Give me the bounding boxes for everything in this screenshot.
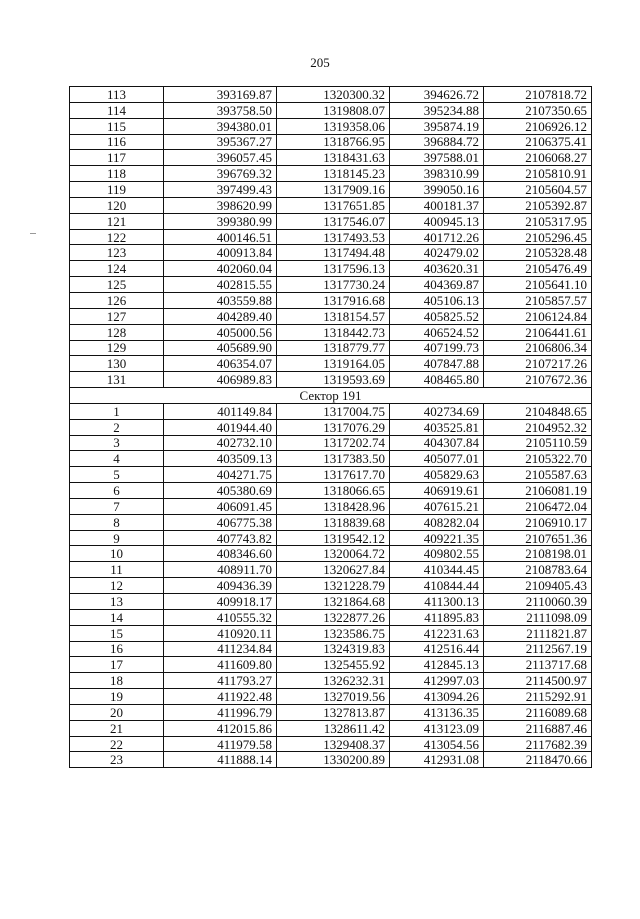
coordinate-cell: 409436.39: [164, 578, 277, 594]
point-number-cell: 129: [70, 340, 164, 356]
coordinate-cell: 396057.45: [164, 150, 277, 166]
point-number-cell: 19: [70, 689, 164, 705]
coordinate-cell: 2110060.39: [484, 594, 592, 610]
table-row: [70, 102, 592, 118]
coordinate-cell: 2106068.27: [484, 150, 592, 166]
table-row: [70, 609, 592, 625]
point-number-cell: 22: [70, 736, 164, 752]
point-number-cell: 124: [70, 261, 164, 277]
table-row: [70, 704, 592, 720]
table-row: [70, 483, 592, 499]
coordinate-cell: 405829.63: [390, 467, 484, 483]
coordinate-cell: 2106806.34: [484, 340, 592, 356]
coordinate-cell: 402732.10: [164, 435, 277, 451]
point-number-cell: 11: [70, 562, 164, 578]
coordinate-cell: 394626.72: [390, 87, 484, 103]
table-body-upper: [70, 87, 592, 388]
point-number-cell: 21: [70, 720, 164, 736]
coordinate-cell: 413123.09: [390, 720, 484, 736]
coordinate-cell: 2113717.68: [484, 657, 592, 673]
coordinate-cell: 2118470.66: [484, 752, 592, 768]
table-row: [70, 435, 592, 451]
coordinate-cell: 2105810.91: [484, 166, 592, 182]
section-header: [70, 388, 592, 404]
coordinate-cell: 2106375.41: [484, 134, 592, 150]
table-row: [70, 308, 592, 324]
coordinate-cell: 405380.69: [164, 483, 277, 499]
coordinate-cell: 1318154.57: [277, 308, 390, 324]
coordinate-cell: 1323586.75: [277, 625, 390, 641]
coordinate-cell: 411888.14: [164, 752, 277, 768]
coordinate-cell: 412845.13: [390, 657, 484, 673]
coordinate-cell: 1317617.70: [277, 467, 390, 483]
coordinate-cell: 403559.88: [164, 292, 277, 308]
point-number-cell: 3: [70, 435, 164, 451]
coordinate-cell: 1327019.56: [277, 689, 390, 705]
table-row: [70, 625, 592, 641]
point-number-cell: 131: [70, 372, 164, 388]
table-row: [70, 261, 592, 277]
point-number-cell: 123: [70, 245, 164, 261]
coordinate-cell: 412516.44: [390, 641, 484, 657]
coordinate-cell: 1317493.53: [277, 229, 390, 245]
coordinate-cell: 2111821.87: [484, 625, 592, 641]
coordinate-cell: 1317004.75: [277, 403, 390, 419]
point-number-cell: 16: [70, 641, 164, 657]
coordinate-cell: 404307.84: [390, 435, 484, 451]
point-number-cell: 125: [70, 277, 164, 293]
table-row: [70, 166, 592, 182]
table-row: [70, 324, 592, 340]
point-number-cell: 115: [70, 118, 164, 134]
coordinate-cell: 400146.51: [164, 229, 277, 245]
coordinate-cell: 1321228.79: [277, 578, 390, 594]
coordinate-cell: 1318779.77: [277, 340, 390, 356]
coordinate-cell: 411922.48: [164, 689, 277, 705]
coordinate-cell: 1319164.05: [277, 356, 390, 372]
coordinate-cell: 408282.04: [390, 514, 484, 530]
coordinate-cell: 2106472.04: [484, 498, 592, 514]
table-row: [70, 403, 592, 419]
coordinate-cell: 1319808.07: [277, 102, 390, 118]
point-number-cell: 122: [70, 229, 164, 245]
point-number-cell: 18: [70, 673, 164, 689]
coordinate-cell: 395234.88: [390, 102, 484, 118]
table-row: [70, 451, 592, 467]
coordinate-cell: 2109405.43: [484, 578, 592, 594]
coordinate-cell: 395874.19: [390, 118, 484, 134]
coordinate-cell: 1320064.72: [277, 546, 390, 562]
table-row: [70, 356, 592, 372]
point-number-cell: 118: [70, 166, 164, 182]
point-number-cell: 12: [70, 578, 164, 594]
table-row: [70, 594, 592, 610]
coordinate-cell: 1320627.84: [277, 562, 390, 578]
page-number: 205: [310, 55, 330, 70]
coordinate-cell: 397588.01: [390, 150, 484, 166]
coordinate-cell: 398310.99: [390, 166, 484, 182]
coordinate-cell: 1321864.68: [277, 594, 390, 610]
coordinate-cell: 1330200.89: [277, 752, 390, 768]
point-number-cell: 9: [70, 530, 164, 546]
coordinate-cell: 398620.99: [164, 197, 277, 213]
coordinate-cell: 1318839.68: [277, 514, 390, 530]
coordinate-cell: 400945.13: [390, 213, 484, 229]
coordinate-cell: 400181.37: [390, 197, 484, 213]
coordinate-cell: 1319542.12: [277, 530, 390, 546]
table-row: [70, 277, 592, 293]
coordinate-cell: 396884.72: [390, 134, 484, 150]
point-number-cell: 6: [70, 483, 164, 499]
coordinate-cell: 1320300.32: [277, 87, 390, 103]
coordinate-cell: 411979.58: [164, 736, 277, 752]
coordinate-cell: 410555.32: [164, 609, 277, 625]
table-row: [70, 245, 592, 261]
coordinate-cell: 410344.45: [390, 562, 484, 578]
table-row: [70, 150, 592, 166]
coordinate-cell: 2106441.61: [484, 324, 592, 340]
table-row: [70, 720, 592, 736]
coordinate-cell: 401712.26: [390, 229, 484, 245]
point-number-cell: 128: [70, 324, 164, 340]
point-number-cell: 119: [70, 182, 164, 198]
coordinate-cell: 2107818.72: [484, 87, 592, 103]
coordinate-cell: 411793.27: [164, 673, 277, 689]
coordinate-cell: 411234.84: [164, 641, 277, 657]
table-row: [70, 467, 592, 483]
coordinate-cell: 1322877.26: [277, 609, 390, 625]
coordinate-cell: 1327813.87: [277, 704, 390, 720]
coordinate-cell: 1328611.42: [277, 720, 390, 736]
coordinate-cell: 406989.83: [164, 372, 277, 388]
coordinate-cell: 2107217.26: [484, 356, 592, 372]
table-row: [70, 213, 592, 229]
coordinate-cell: 1326232.31: [277, 673, 390, 689]
coordinate-cell: 404369.87: [390, 277, 484, 293]
coordinate-cell: 1318442.73: [277, 324, 390, 340]
coordinate-cell: 1324319.83: [277, 641, 390, 657]
point-number-cell: 126: [70, 292, 164, 308]
point-number-cell: 10: [70, 546, 164, 562]
table-row: [70, 752, 592, 768]
table-row: [70, 562, 592, 578]
coordinate-cell: 401944.40: [164, 419, 277, 435]
coordinate-cell: 407199.73: [390, 340, 484, 356]
coordinate-cell: 1317076.29: [277, 419, 390, 435]
table-row: [70, 182, 592, 198]
point-number-cell: 121: [70, 213, 164, 229]
coordinate-cell: 2105317.95: [484, 213, 592, 229]
coordinate-cell: 403509.13: [164, 451, 277, 467]
coordinate-cell: 1318766.95: [277, 134, 390, 150]
coordinate-cell: 407615.21: [390, 498, 484, 514]
coordinate-cell: 396769.32: [164, 166, 277, 182]
coordinate-cell: 405106.13: [390, 292, 484, 308]
coordinate-cell: 1317651.85: [277, 197, 390, 213]
coordinate-cell: 413054.56: [390, 736, 484, 752]
coordinate-cell: 408346.60: [164, 546, 277, 562]
coordinate-cell: 2105857.57: [484, 292, 592, 308]
coordinate-cell: 2106081.19: [484, 483, 592, 499]
coordinate-cell: 406775.38: [164, 514, 277, 530]
coordinate-cell: 2105296.45: [484, 229, 592, 245]
coordinate-cell: 2116887.46: [484, 720, 592, 736]
coordinate-cell: 2106926.12: [484, 118, 592, 134]
section-label: Сектор 191: [70, 388, 592, 404]
table-row: [70, 419, 592, 435]
coordinate-cell: 399380.99: [164, 213, 277, 229]
coordinate-cell: 1318066.65: [277, 483, 390, 499]
coordinate-cell: 1317730.24: [277, 277, 390, 293]
coordinate-cell: 405077.01: [390, 451, 484, 467]
coordinate-cell: 1319593.69: [277, 372, 390, 388]
point-number-cell: 130: [70, 356, 164, 372]
coordinate-cell: 397499.43: [164, 182, 277, 198]
coordinate-cell: 406354.07: [164, 356, 277, 372]
table-row: [70, 372, 592, 388]
table-row: [70, 229, 592, 245]
coordinate-cell: 2106910.17: [484, 514, 592, 530]
coordinates-table: [69, 86, 592, 768]
coordinate-cell: 402734.69: [390, 403, 484, 419]
coordinate-cell: 411300.13: [390, 594, 484, 610]
table-row: [70, 530, 592, 546]
coordinate-cell: 1317916.68: [277, 292, 390, 308]
coordinate-cell: 2114500.97: [484, 673, 592, 689]
coordinate-cell: 2105322.70: [484, 451, 592, 467]
table-row: [70, 498, 592, 514]
coordinate-cell: 406091.45: [164, 498, 277, 514]
coordinate-cell: 411996.79: [164, 704, 277, 720]
table-row: [70, 292, 592, 308]
coordinate-cell: 410920.11: [164, 625, 277, 641]
coordinate-cell: 393169.87: [164, 87, 277, 103]
coordinate-cell: 403620.31: [390, 261, 484, 277]
point-number-cell: 20: [70, 704, 164, 720]
coordinate-cell: 1319358.06: [277, 118, 390, 134]
point-number-cell: 5: [70, 467, 164, 483]
coordinate-cell: 2105587.63: [484, 467, 592, 483]
coordinate-cell: 404271.75: [164, 467, 277, 483]
table-row: [70, 689, 592, 705]
coordinate-cell: 399050.16: [390, 182, 484, 198]
coordinate-cell: 407847.88: [390, 356, 484, 372]
coordinate-cell: 2108783.64: [484, 562, 592, 578]
point-number-cell: 4: [70, 451, 164, 467]
coordinate-cell: 393758.50: [164, 102, 277, 118]
coordinate-cell: 402479.02: [390, 245, 484, 261]
table-row: [70, 340, 592, 356]
coordinate-cell: 409918.17: [164, 594, 277, 610]
margin-mark: [30, 233, 36, 234]
coordinate-cell: 408465.80: [390, 372, 484, 388]
coordinate-cell: 400913.84: [164, 245, 277, 261]
coordinate-cell: 406524.52: [390, 324, 484, 340]
coordinate-cell: 412231.63: [390, 625, 484, 641]
section-row: [70, 388, 592, 404]
point-number-cell: 1: [70, 403, 164, 419]
point-number-cell: 2: [70, 419, 164, 435]
table-body-lower: [70, 403, 592, 767]
coordinate-cell: 1329408.37: [277, 736, 390, 752]
table-row: [70, 118, 592, 134]
coordinate-cell: 411609.80: [164, 657, 277, 673]
coordinate-cell: 2105110.59: [484, 435, 592, 451]
coordinate-cell: 2106124.84: [484, 308, 592, 324]
coordinate-cell: 2105328.48: [484, 245, 592, 261]
coordinate-cell: 394380.01: [164, 118, 277, 134]
coordinate-cell: 2105392.87: [484, 197, 592, 213]
coordinate-cell: 2105604.57: [484, 182, 592, 198]
point-number-cell: 127: [70, 308, 164, 324]
point-number-cell: 7: [70, 498, 164, 514]
point-number-cell: 117: [70, 150, 164, 166]
coordinate-cell: 1317202.74: [277, 435, 390, 451]
coordinate-cell: 409221.35: [390, 530, 484, 546]
coordinate-cell: 406919.61: [390, 483, 484, 499]
table-row: [70, 641, 592, 657]
coordinate-cell: 412997.03: [390, 673, 484, 689]
point-number-cell: 120: [70, 197, 164, 213]
coordinate-cell: 2115292.91: [484, 689, 592, 705]
table-row: [70, 578, 592, 594]
coordinate-cell: 403525.81: [390, 419, 484, 435]
coordinate-cell: 1317596.13: [277, 261, 390, 277]
coordinate-cell: 2107350.65: [484, 102, 592, 118]
coordinate-cell: 1317909.16: [277, 182, 390, 198]
coordinate-cell: 2108198.01: [484, 546, 592, 562]
coordinate-cell: 1325455.92: [277, 657, 390, 673]
table-row: [70, 736, 592, 752]
coordinate-cell: 405000.56: [164, 324, 277, 340]
coordinate-cell: 2104952.32: [484, 419, 592, 435]
coordinate-cell: 395367.27: [164, 134, 277, 150]
coordinate-cell: 1317383.50: [277, 451, 390, 467]
point-number-cell: 13: [70, 594, 164, 610]
point-number-cell: 15: [70, 625, 164, 641]
coordinate-cell: 1317494.48: [277, 245, 390, 261]
coordinate-cell: 2107651.36: [484, 530, 592, 546]
coordinate-cell: 1317546.07: [277, 213, 390, 229]
coordinate-cell: 413136.35: [390, 704, 484, 720]
coordinate-cell: 1318431.63: [277, 150, 390, 166]
coordinate-cell: 401149.84: [164, 403, 277, 419]
point-number-cell: 23: [70, 752, 164, 768]
coordinate-cell: 2104848.65: [484, 403, 592, 419]
table-row: [70, 546, 592, 562]
coordinate-cell: 1318145.23: [277, 166, 390, 182]
coordinate-cell: 411895.83: [390, 609, 484, 625]
coordinate-cell: 2105641.10: [484, 277, 592, 293]
point-number-cell: 8: [70, 514, 164, 530]
coordinate-cell: 405825.52: [390, 308, 484, 324]
coordinate-cell: 404289.40: [164, 308, 277, 324]
point-number-cell: 114: [70, 102, 164, 118]
coordinate-cell: 407743.82: [164, 530, 277, 546]
coordinate-cell: 1318428.96: [277, 498, 390, 514]
point-number-cell: 113: [70, 87, 164, 103]
coordinate-cell: 2107672.36: [484, 372, 592, 388]
coordinate-cell: 408911.70: [164, 562, 277, 578]
table-row: [70, 134, 592, 150]
coordinate-cell: 402060.04: [164, 261, 277, 277]
point-number-cell: 17: [70, 657, 164, 673]
coordinate-cell: 2105476.49: [484, 261, 592, 277]
coordinate-cell: 402815.55: [164, 277, 277, 293]
point-number-cell: 14: [70, 609, 164, 625]
table-row: [70, 673, 592, 689]
coordinate-cell: 405689.90: [164, 340, 277, 356]
coordinate-cell: 2116089.68: [484, 704, 592, 720]
table-row: [70, 657, 592, 673]
coordinate-cell: 2117682.39: [484, 736, 592, 752]
table-row: [70, 87, 592, 103]
coordinate-cell: 410844.44: [390, 578, 484, 594]
coordinate-cell: 2111098.09: [484, 609, 592, 625]
point-number-cell: 116: [70, 134, 164, 150]
coordinate-cell: 412931.08: [390, 752, 484, 768]
coordinate-cell: 413094.26: [390, 689, 484, 705]
table-row: [70, 197, 592, 213]
coordinate-cell: 412015.86: [164, 720, 277, 736]
table-row: [70, 514, 592, 530]
coordinate-cell: 2112567.19: [484, 641, 592, 657]
coordinate-cell: 409802.55: [390, 546, 484, 562]
